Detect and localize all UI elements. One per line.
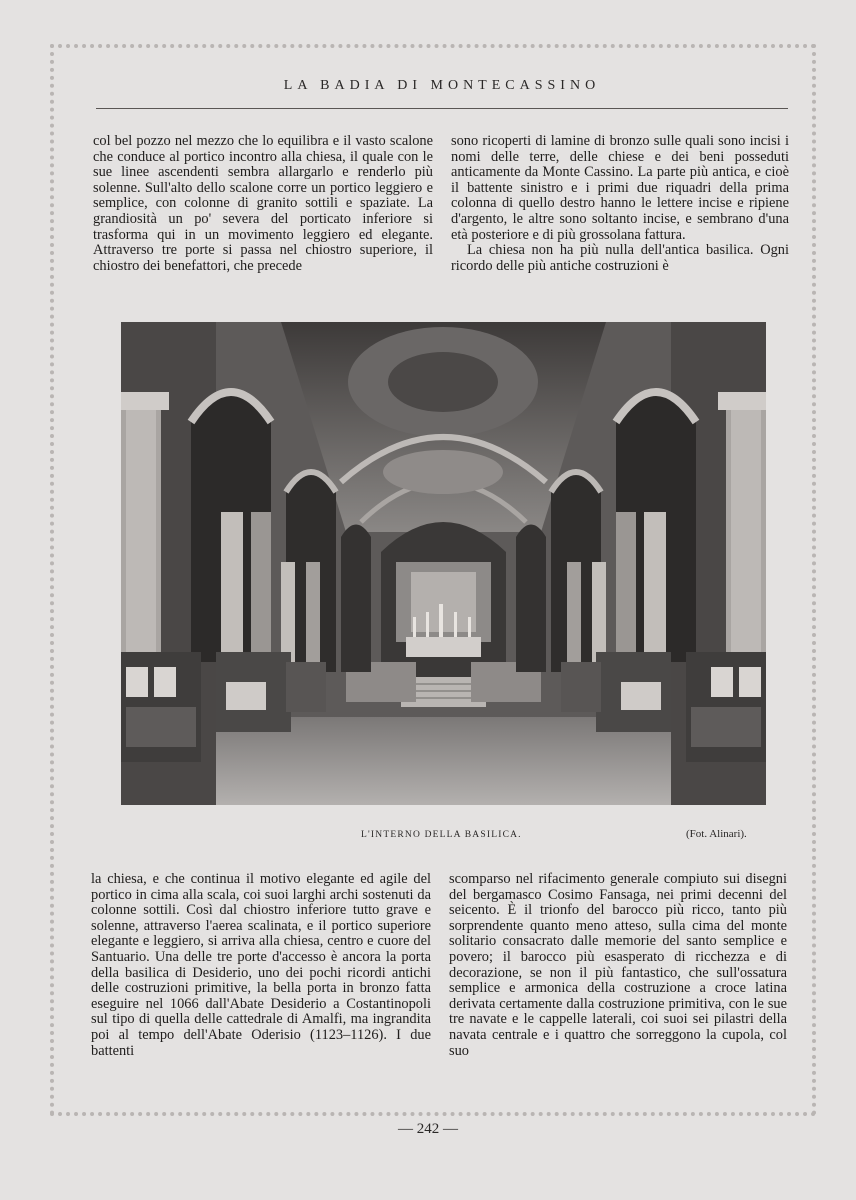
bottom-text-column-left xyxy=(91,872,431,1059)
photo-credit: (Fot. Alinari). xyxy=(686,828,747,840)
page-number: — 242 — xyxy=(398,1121,458,1137)
paragraph: La chiesa non ha più nulla dell'antica basilica. Ogni ricordo delle più antiche costruzioni è xyxy=(451,242,789,274)
top-text-column-left xyxy=(93,134,433,274)
paragraph: scomparso nel rifacimento generale compiuto sui disegni del bergamasco Cosimo Fansaga, nei primi decenni del seicento. È il trionfo del barocco più ricco, tanto più sorprendente quanto meno atteso, sulla cima del monte solitario consacrato dalle memorie del santo semplice e povero; il barocco più esasperato di ricchezza e di decorazione, se non il più fantastico, che sull'ossatura semplice e armonica della costruzione a croce latina derivata certamente dalla costruzione primitiva, con le sue tre navate e le cappelle laterali, coi suoi sei pilastri della navata centrale e i quattro che sorreggono la cupola, col suo xyxy=(449,871,787,1059)
bottom-text-column-right xyxy=(449,872,787,1059)
figure-caption: L'INTERNO DELLA BASILICA. xyxy=(361,830,522,840)
paragraph: sono ricoperti di lamine di bronzo sulle quali sono incisi i nomi delle terre, delle chiese e dei beni posseduti anticamente da Monte Cassino. La parte più antica, e cioè il battente sinistro e i primi due riquadri della prima colonna di quello destro hanno le lettere incise e ripiene d'argento, le altre sono soltanto incise, e sembrano d'una età posteriore e di più grossolana fattura. xyxy=(451,133,789,243)
running-header: LA BADIA DI MONTECASSINO xyxy=(283,78,601,93)
paragraph: la chiesa, e che continua il motivo elegante ed agile del portico in cima alla scala, coi suoi larghi archi sostenuti da colonne sottili. Così dal chiostro inferiore tutto grave e solenne, attraverso l'aerea scalinata, e il portico superiore elegante e leggiero, si arriva alla chiesa, centro e cuore del Santuario. Una delle tre porte d'accesso è ancora la porta della basilica di Desiderio, uno dei pochi ricordi antichi delle costruzioni primitive, la bella porta in bronzo fatta eseguire nel 1066 dall'Abate Desiderio a Costantinopoli sul tipo di quella delle cattedrale di Amalfi, ma ingrandita poi al tempo dell'Abate Oderisio (1123–1126). I due battenti xyxy=(91,871,431,1059)
top-text-column-right xyxy=(451,134,789,274)
paragraph: col bel pozzo nel mezzo che lo equilibra e il vasto scalone che conduce al portico incontro alla chiesa, il quale con le sue linee ascendenti sembra allargarlo e renderlo più solenne. Sull'alto dello scalone corre un portico leggiero e semplice, con colonne di granito sottili e spaziate. La grandiosità un po' severa del porticato inferiore si trasforma qui in un movimento leggiero ed elegante. Attraverso tre porte si passa nel chiostro superiore, il chiostro dei benefattori, che precede xyxy=(93,133,433,274)
basilica-interior-photo xyxy=(121,322,766,805)
header-rule xyxy=(96,108,788,109)
